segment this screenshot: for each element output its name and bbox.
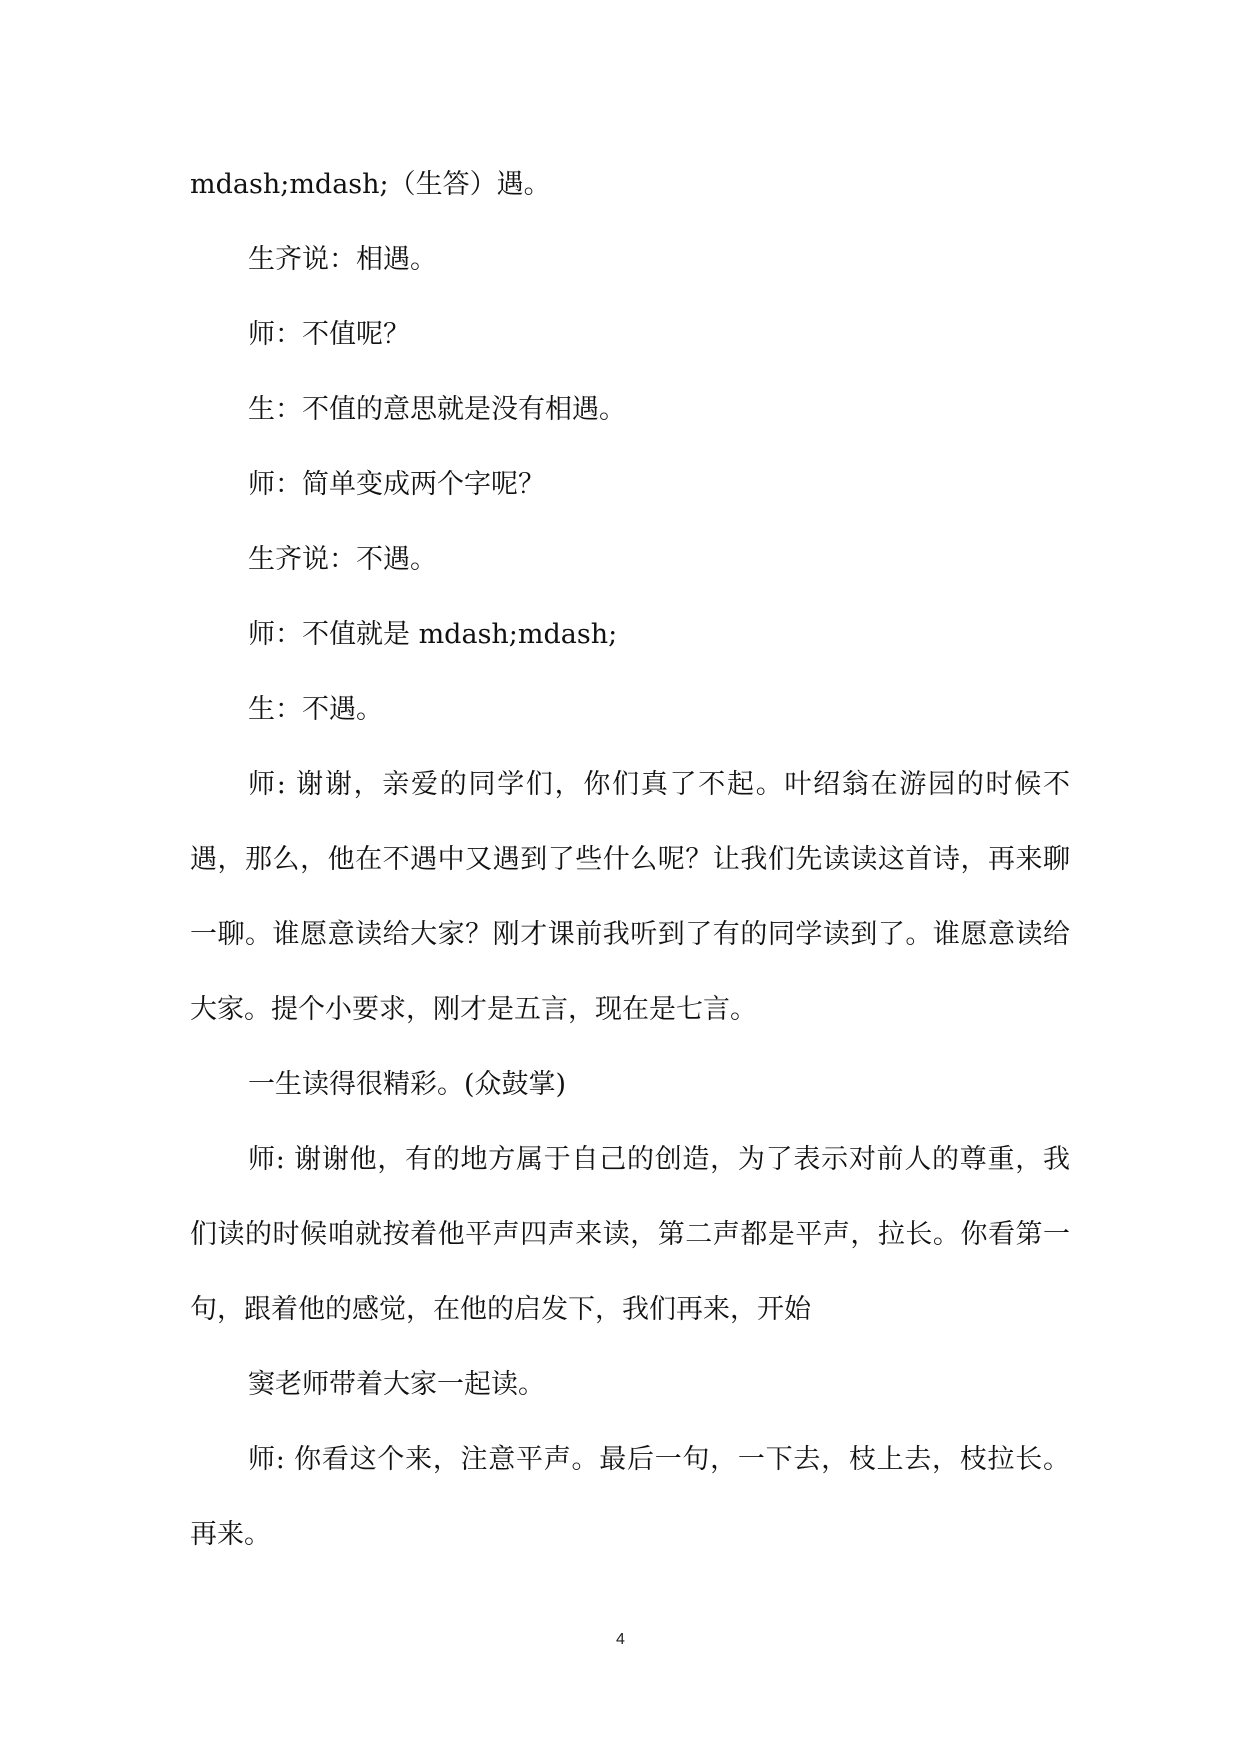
paragraph: 师: 谢谢，亲爱的同学们，你们真了不起。叶绍翁在游园的时候不遇，那么，他在不遇中又遇到了些什么呢？让我们先读读这首诗，再来聊一聊。谁愿意读给大家？刚才课前我听到了有的同学读到了。谁愿意读给大家。提个小要求，刚才是五言，现在是七言。 bbox=[190, 769, 1070, 1025]
body-text bbox=[190, 147, 1070, 1572]
paragraph: 生齐说：不遇。 bbox=[248, 544, 437, 575]
paragraph: mdash;mdash;（生答）遇。 bbox=[190, 169, 551, 200]
paragraph: 窦老师带着大家一起读。 bbox=[248, 1369, 545, 1400]
paragraph: 师: 谢谢他，有的地方属于自己的创造，为了表示对前人的尊重，我们读的时候咱就按着他平声四声来读，第二声都是平声，拉长。你看第一句，跟着他的感觉，在他的启发下，我们再来，开始 bbox=[190, 1144, 1070, 1325]
paragraph: 生齐说：相遇。 bbox=[248, 244, 437, 275]
paragraph: 师：不值就是 mdash;mdash; bbox=[248, 619, 618, 650]
paragraph: 师：不值呢？ bbox=[248, 319, 410, 350]
paragraph: 师：简单变成两个字呢？ bbox=[248, 469, 545, 500]
paragraph: 师: 你看这个来，注意平声。最后一句，一下去，枝上去，枝拉长。再来。 bbox=[190, 1444, 1070, 1550]
page-number: 4 bbox=[616, 1631, 625, 1648]
paragraph: 生：不值的意思就是没有相遇。 bbox=[248, 394, 626, 425]
paragraph: 生：不遇。 bbox=[248, 694, 383, 725]
paragraph: 一生读得很精彩。(众鼓掌) bbox=[248, 1069, 567, 1100]
